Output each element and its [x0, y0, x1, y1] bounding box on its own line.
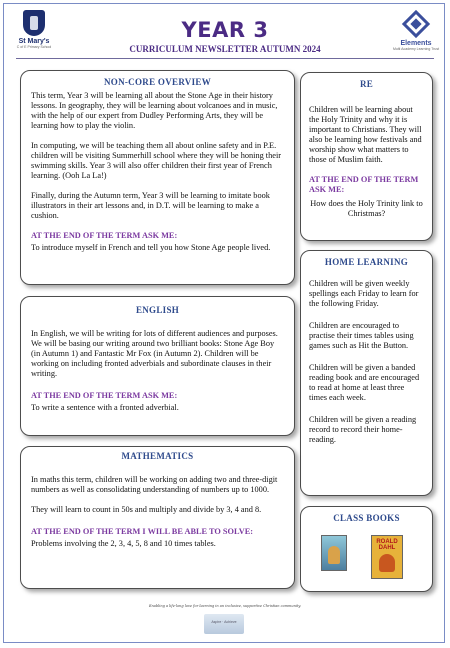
english-heading: ENGLISH	[135, 305, 180, 315]
stone-age-boy-book-cover	[321, 535, 347, 571]
footer-motto: Enabling a life-long love for learning in an inclusive, supportive Christian community.	[148, 604, 301, 608]
re-ask-answer: How does the Holy Trinity link to Christmas?	[310, 199, 423, 218]
english-ask-label: AT THE END OF THE TERM ASK ME:	[31, 391, 178, 400]
header-divider	[16, 58, 434, 59]
page-title: YEAR 3	[181, 18, 269, 42]
english-paragraph: In English, we will be writing for lots of different audiences and purposes. We will be basing our writing around two brilliant books: Stone Age Boy (in Autumn 1) and Fantastic Mr Fox (in Autumn 2). Children will be working on including fronted adverbials and subordinate clauses in their writing.	[31, 329, 278, 378]
noncore-heading: NON-CORE OVERVIEW	[103, 77, 212, 87]
home-paragraph-2: Children are encouraged to practise their times tables using games such as Hit the Button.	[309, 321, 414, 350]
noncore-card	[20, 70, 295, 285]
noncore-ask-answer: To introduce myself in French and tell you how Stone Age people lived.	[31, 243, 271, 252]
fantastic-mr-fox-book-cover	[371, 535, 403, 579]
trust-name: Elements	[400, 40, 432, 47]
noncore-ask-label: AT THE END OF THE TERM ASK ME:	[31, 231, 178, 240]
home-heading: HOME LEARNING	[324, 257, 409, 267]
books-heading: CLASS BOOKS	[333, 513, 400, 523]
home-learning-card	[300, 250, 433, 496]
footer-badge	[204, 614, 244, 634]
maths-card	[20, 446, 295, 589]
maths-paragraph-1: In maths this term, children will be working on adding two and three-digit numbers as well as consolidating understanding of numbers up to 1000.	[31, 475, 278, 494]
re-heading: RE	[359, 79, 374, 89]
english-ask-answer: To write a sentence with a fronted adverbial.	[31, 403, 179, 412]
noncore-paragraph-1: This term, Year 3 will be learning all about the Stone Age in their history lessons. In geography, they will be learning about volcanoes and in music, with the help of our expert from Dudley Performing Arts, they will be learning how to play the violin.	[31, 91, 278, 130]
re-card	[300, 72, 433, 241]
english-card	[20, 296, 295, 436]
maths-heading: MATHEMATICS	[121, 451, 194, 461]
home-paragraph-1: Children will be given weekly spellings each Friday to learn for the following Friday.	[309, 279, 419, 308]
school-subname: C of E Primary School	[16, 45, 52, 49]
footer-badge-text: Aspire · Achieve	[211, 620, 237, 624]
noncore-paragraph-2: In computing, we will be teaching them all about online safety and in P.E. children will be visiting Summerhill school where they will be honing their swimming skills. Year 3 will also offer children their first year of French learning. (Ooh La La!)	[31, 141, 282, 180]
home-paragraph-4: Children will be given a reading record to record their home-reading.	[309, 415, 417, 444]
page-subtitle: CURRICULUM NEWSLETTER AUTUMN 2024	[129, 44, 321, 54]
home-paragraph-3: Children will be given a banded reading book and are encouraged to read at home at least three times each week.	[309, 363, 420, 402]
re-ask-label: AT THE END OF THE TERM ASK ME:	[309, 175, 419, 194]
noncore-paragraph-3: Finally, during the Autumn term, Year 3 will be learning to imitate book illustrators in their art lessons and, in D.T. will be learning to make a cushion.	[31, 191, 270, 220]
maths-ask-answer: Problems involving the 2, 3, 4, 5, 8 and 10 times tables.	[31, 539, 216, 548]
maths-paragraph-2: They will learn to count in 50s and multiply and divide by 3, 4 and 8.	[31, 505, 262, 514]
class-books-card	[300, 506, 433, 592]
school-name: St Mary's	[18, 38, 50, 45]
book-author-label: ROALD DAHL	[376, 539, 398, 551]
maths-ask-label: AT THE END OF THE TERM I WILL BE ABLE TO SOLVE:	[31, 527, 254, 536]
re-paragraph: Children will be learning about the Holy Trinity and why it is important to Christians. They will also be learning how festivals and worship show what matters to those of Muslim faith.	[309, 105, 422, 164]
trust-subname: Multi Academy Learning Trust	[392, 47, 440, 51]
